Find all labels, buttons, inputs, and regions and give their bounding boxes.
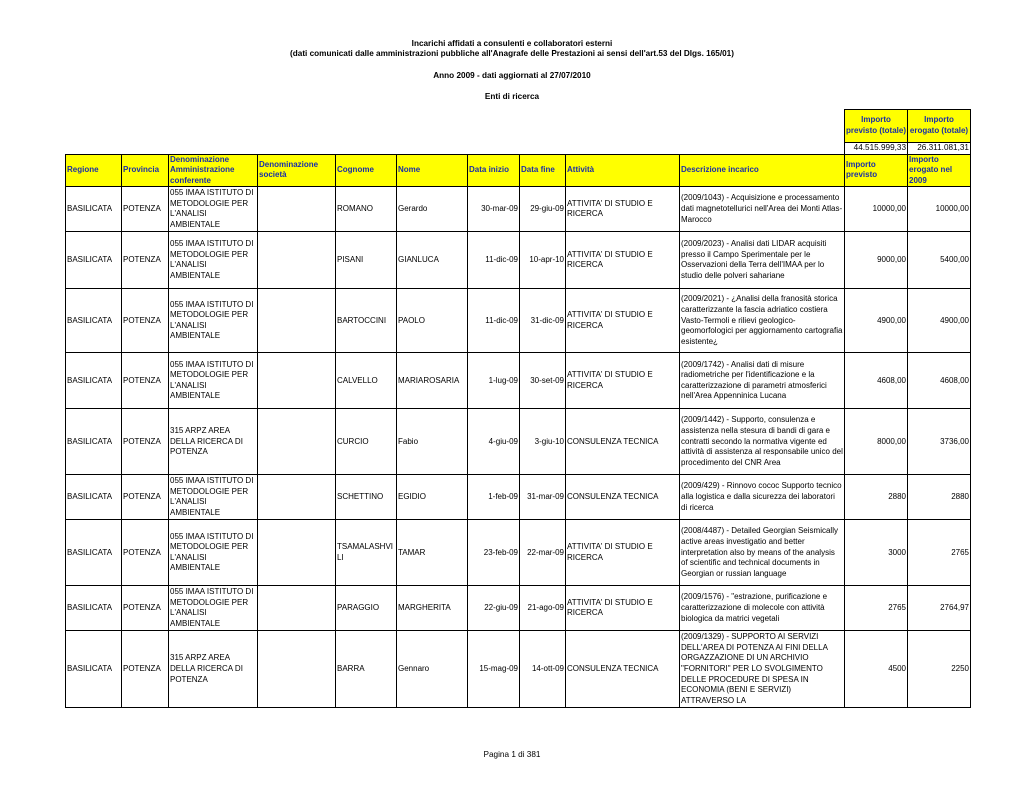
col-header-descrizione: Descrizione incarico [680,154,845,187]
cell-attivita: ATTIVITA' DI STUDIO E RICERCA [566,586,680,631]
cell-nome: MARIAROSARIA [397,353,468,409]
cell-importo-erogato: 5400,00 [908,232,971,289]
cell-regione: BASILICATA [66,631,122,708]
cell-provincia: POTENZA [122,586,169,631]
cell-cognome: SCHETTINO [336,475,397,520]
cell-descrizione: (2009/1742) - Analisi dati di misure radiometriche per l'identificazione e la caratterizzazione di parametri atmosferici nell'Area Appenninica Lucana [680,353,845,409]
cell-societa [258,187,336,232]
cell-provincia: POTENZA [122,187,169,232]
cell-importo-previsto: 4900,00 [845,289,908,353]
summary-previsto-value: 44.515.999,33 [845,143,908,155]
cell-nome: EGIDIO [397,475,468,520]
cell-descrizione: (2009/1043) - Acquisizione e processamento dati magnetotellurici nell'Area dei Monti Atlas- Marocco [680,187,845,232]
col-header-data-inizio: Data inizio [468,154,520,187]
table-row [66,631,971,708]
cell-cognome: PISANI [336,232,397,289]
cell-amministrazione: 055 IMAA ISTITUTO DI METODOLOGIE PER L'ANALISI AMBIENTALE [169,520,258,586]
cell-cognome: ROMANO [336,187,397,232]
cell-provincia: POTENZA [122,631,169,708]
table-row [66,409,971,475]
cell-importo-previsto: 10000,00 [845,187,908,232]
cell-amministrazione: 315 ARPZ AREA DELLA RICERCA DI POTENZA [169,409,258,475]
table-row [66,289,971,353]
summary-previsto-label: Importo previsto (totale) [845,110,908,143]
cell-regione: BASILICATA [66,232,122,289]
cell-provincia: POTENZA [122,353,169,409]
cell-societa [258,520,336,586]
cell-amministrazione: 055 IMAA ISTITUTO DI METODOLOGIE PER L'ANALISI AMBIENTALE [169,586,258,631]
cell-amministrazione: 055 IMAA ISTITUTO DI METODOLOGIE PER L'ANALISI AMBIENTALE [169,187,258,232]
cell-importo-previsto: 3000 [845,520,908,586]
summary-label-row [66,110,971,143]
cell-amministrazione: 055 IMAA ISTITUTO DI METODOLOGIE PER L'ANALISI AMBIENTALE [169,353,258,409]
cell-attivita: CONSULENZA TECNICA [566,409,680,475]
cell-cognome: TSAMALASHVILI [336,520,397,586]
cell-attivita: ATTIVITA' DI STUDIO E RICERCA [566,232,680,289]
table-row [66,187,971,232]
cell-societa [258,586,336,631]
cell-data-inizio: 1-feb-09 [468,475,520,520]
cell-regione: BASILICATA [66,409,122,475]
cell-data-inizio: 11-dic-09 [468,289,520,353]
cell-data-fine: 31-dic-09 [520,289,566,353]
column-header-row [66,154,971,187]
cell-regione: BASILICATA [66,520,122,586]
cell-data-fine: 3-giu-10 [520,409,566,475]
cell-regione: BASILICATA [66,586,122,631]
report-subtitle: (dati comunicati dalle amministrazioni pubbliche all'Anagrafe delle Prestazioni ai sensi dell'art.53 del Dlgs. 165/01) [290,49,734,58]
cell-attivita: ATTIVITA' DI STUDIO E RICERCA [566,289,680,353]
cell-importo-erogato: 2764,97 [908,586,971,631]
report-category: Enti di ricerca [484,92,540,101]
cell-provincia: POTENZA [122,475,169,520]
cell-descrizione: (2009/1329) - SUPPORTO AI SERVIZI DELL'AREA DI POTENZA AI FINI DELLA ORGAZZAZIONE DI UN ARCHIVIO "FORNITORI" PER LO SVOLGIMENTO DELLE PROCEDURE DI SPESA IN ECONOMIA (BENI E SERVIZI) ATTRAVERSO LA [680,631,845,708]
cell-attivita: CONSULENZA TECNICA [566,475,680,520]
col-header-cognome: Cognome [336,154,397,187]
cell-descrizione: (2009/429) - Rinnovo cococ Supporto tecnico alla logistica e dalla sicurezza dei laboratori di ricerca [680,475,845,520]
page-number: Pagina 1 di 381 [483,750,541,759]
cell-provincia: POTENZA [122,409,169,475]
cell-attivita: CONSULENZA TECNICA [566,631,680,708]
cell-data-fine: 29-giu-09 [520,187,566,232]
table-row [66,475,971,520]
col-header-regione: Regione [66,154,122,187]
cell-provincia: POTENZA [122,520,169,586]
cell-data-fine: 30-set-09 [520,353,566,409]
cell-data-fine: 22-mar-09 [520,520,566,586]
report-title: Incarichi affidati a consulenti e collaboratori esterni [411,39,613,48]
cell-societa [258,631,336,708]
cell-data-inizio: 4-giu-09 [468,409,520,475]
cell-data-inizio: 23-feb-09 [468,520,520,586]
cell-societa [258,475,336,520]
cell-nome: Gennaro [397,631,468,708]
cell-importo-previsto: 2880 [845,475,908,520]
cell-importo-erogato: 4608,00 [908,353,971,409]
table-row [66,586,971,631]
cell-importo-erogato: 10000,00 [908,187,971,232]
cell-importo-previsto: 9000,00 [845,232,908,289]
table-row [66,232,971,289]
cell-importo-previsto: 2765 [845,586,908,631]
cell-regione: BASILICATA [66,475,122,520]
cell-data-fine: 10-apr-10 [520,232,566,289]
report-year: Anno 2009 - dati aggiornati al 27/07/2010 [433,71,591,80]
cell-regione: BASILICATA [66,353,122,409]
col-header-importo-erogato: Importo erogato nel 2009 [908,154,971,187]
cell-data-fine: 14-ott-09 [520,631,566,708]
cell-data-inizio: 22-giu-09 [468,586,520,631]
cell-cognome: BARRA [336,631,397,708]
summary-erogato-label: Importo erogato (totale) [908,110,971,143]
col-header-provincia: Provincia [122,154,169,187]
cell-provincia: POTENZA [122,289,169,353]
cell-cognome: BARTOCCINI [336,289,397,353]
cell-importo-previsto: 4608,00 [845,353,908,409]
cell-nome: GIANLUCA [397,232,468,289]
cell-cognome: PARAGGIO [336,586,397,631]
cell-regione: BASILICATA [66,187,122,232]
cell-importo-previsto: 4500 [845,631,908,708]
cell-regione: BASILICATA [66,289,122,353]
cell-importo-erogato: 3736,00 [908,409,971,475]
cell-societa [258,353,336,409]
cell-nome: MARGHERITA [397,586,468,631]
cell-descrizione: (2009/1576) - "estrazione, purificazione e caratterizzazione di molecole con attività biologica da matrici vegetali [680,586,845,631]
cell-data-inizio: 30-mar-09 [468,187,520,232]
cell-societa [258,409,336,475]
table-row [66,520,971,586]
table-row [66,353,971,409]
summary-value-row [66,143,971,155]
cell-cognome: CURCIO [336,409,397,475]
cell-amministrazione: 055 IMAA ISTITUTO DI METODOLOGIE PER L'ANALISI AMBIENTALE [169,289,258,353]
col-header-societa: Denominazione società [258,154,336,187]
col-header-attivita: Attività [566,154,680,187]
col-header-nome: Nome [397,154,468,187]
cell-nome: TAMAR [397,520,468,586]
cell-nome: Gerardo [397,187,468,232]
cell-provincia: POTENZA [122,232,169,289]
cell-importo-erogato: 4900,00 [908,289,971,353]
cell-attivita: ATTIVITA' DI STUDIO E RICERCA [566,520,680,586]
assignments-table [65,109,971,708]
cell-cognome: CALVELLO [336,353,397,409]
cell-data-inizio: 11-dic-09 [468,232,520,289]
cell-data-fine: 21-ago-09 [520,586,566,631]
cell-importo-erogato: 2765 [908,520,971,586]
cell-amministrazione: 315 ARPZ AREA DELLA RICERCA DI POTENZA [169,631,258,708]
cell-nome: Fabio [397,409,468,475]
cell-societa [258,289,336,353]
col-header-importo-previsto: Importo previsto [845,154,908,187]
cell-importo-erogato: 2250 [908,631,971,708]
col-header-data-fine: Data fine [520,154,566,187]
summary-erogato-value: 26.311.081,31 [908,143,971,155]
col-header-amministrazione: Denominazione Amministrazione conferente [169,154,258,187]
cell-data-inizio: 15-mag-09 [468,631,520,708]
cell-attivita: ATTIVITA' DI STUDIO E RICERCA [566,187,680,232]
table-body [66,187,971,708]
cell-descrizione: (2008/4487) - Detailed Georgian Seismically active areas investigatio and better interpretation also by means of the analysis of scientific and technical documents in Georgian or russian language [680,520,845,586]
cell-amministrazione: 055 IMAA ISTITUTO DI METODOLOGIE PER L'ANALISI AMBIENTALE [169,475,258,520]
cell-importo-previsto: 8000,00 [845,409,908,475]
cell-amministrazione: 055 IMAA ISTITUTO DI METODOLOGIE PER L'ANALISI AMBIENTALE [169,232,258,289]
cell-nome: PAOLO [397,289,468,353]
cell-descrizione: (2009/2021) - ¿Analisi della franosità storica caratterizzante la fascia adriatico costiera Vasto-Termoli e rilievi geologico-geomorfologici per aggiornamento cartografia esistente¿ [680,289,845,353]
cell-societa [258,232,336,289]
cell-data-inizio: 1-lug-09 [468,353,520,409]
cell-descrizione: (2009/1442) - Supporto, consulenza e assistenza nella stesura di bandi di gara e contratti secondo la normativa vigente ed attività di assistenza al responsabile unico del procedimento del CNR Area [680,409,845,475]
cell-importo-erogato: 2880 [908,475,971,520]
cell-descrizione: (2009/2023) - Analisi dati LIDAR acquisiti presso il Campo Sperimentale per le Osservazioni della Terra dell'IMAA per lo studio delle polveri sahariane [680,232,845,289]
cell-attivita: ATTIVITA' DI STUDIO E RICERCA [566,353,680,409]
cell-data-fine: 31-mar-09 [520,475,566,520]
